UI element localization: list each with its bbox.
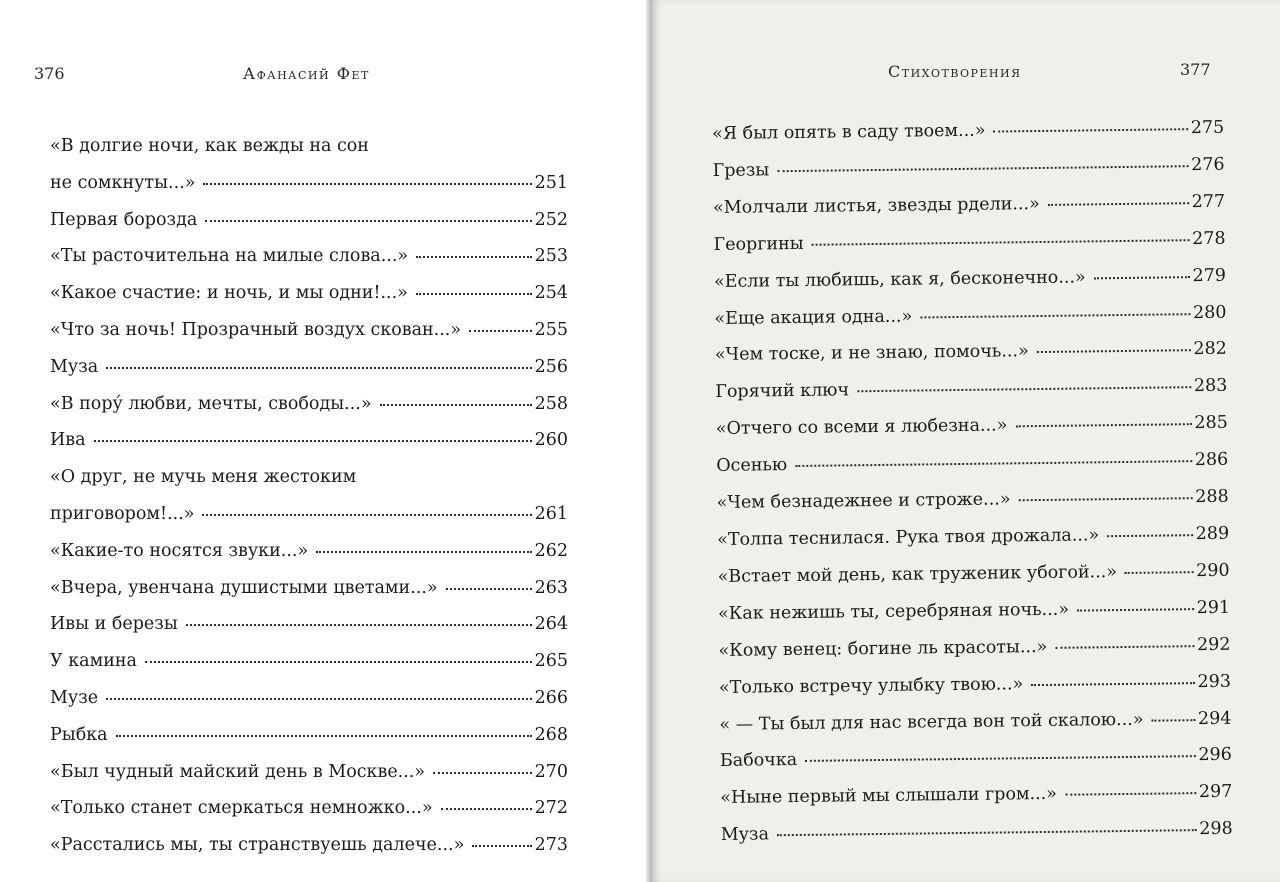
toc-entry-page: 256 (534, 356, 568, 377)
dot-leader (116, 734, 532, 737)
toc-entry (50, 533, 568, 570)
toc-entry (712, 147, 1224, 190)
toc-entry (713, 184, 1225, 227)
toc-entry (50, 606, 568, 643)
toc-entry-title: Ива (50, 430, 86, 451)
toc-entry-title: «Если ты любишь, как я, бесконечно...» (713, 267, 1086, 292)
dot-leader (433, 771, 532, 774)
dot-leader (1048, 201, 1189, 206)
toc-entry (718, 589, 1230, 632)
toc-entry-title: «Толпа теснилася. Рука твоя дрожала...» (717, 525, 1100, 550)
toc-entry-title: «Только станет смеркаться немножко...» (50, 798, 433, 819)
dot-leader (106, 366, 531, 369)
dot-leader (1037, 349, 1191, 354)
toc-entry-page: 289 (1195, 523, 1230, 545)
toc-entry-page: 288 (1195, 486, 1229, 508)
toc-entry-title: «Какое счастие: и ночь, и мы одни!...» (50, 283, 408, 304)
dot-leader (812, 238, 1189, 246)
toc-entry-page: 272 (534, 798, 568, 819)
dot-leader (205, 219, 531, 222)
dot-leader (203, 182, 531, 185)
dot-leader (1107, 533, 1193, 537)
dot-leader (186, 623, 532, 626)
right-page-number: 377 (1180, 60, 1211, 79)
dot-leader (202, 513, 531, 516)
toc-entry-title: «Чем безнадежнее и строже...» (716, 489, 1011, 514)
toc-entry (717, 516, 1229, 559)
toc-entry (50, 128, 568, 202)
toc-entry-page: 290 (1196, 560, 1230, 581)
toc-entry-title: У камина (50, 651, 137, 672)
dot-leader (472, 844, 531, 847)
toc-entry-title: «Кому венец: богине ль красоты...» (718, 636, 1048, 661)
toc-entry-title: Рыбка (50, 724, 108, 745)
dot-leader (1015, 422, 1191, 427)
dot-leader (920, 312, 1190, 318)
toc-entry-title: «Что за ночь! Прозрачный воздух скован...» (50, 319, 462, 340)
toc-entry-title: « — Ты был для нас всегда вон той скалою...» (719, 709, 1144, 735)
toc-entry-page: 255 (534, 319, 568, 340)
toc-entry-title: Горячий ключ (715, 380, 850, 403)
toc-entry-page: 294 (1197, 708, 1232, 729)
toc-entry-title: Музе (50, 687, 99, 708)
toc-entry-page: 263 (534, 577, 568, 598)
left-running-head: Афанасий Фет (243, 64, 370, 83)
toc-entry-page: 298 (1199, 818, 1233, 840)
toc-entry (50, 717, 568, 754)
toc-entry-page: 279 (1192, 265, 1227, 286)
toc-entry (50, 422, 568, 459)
toc-entry-page: 286 (1194, 449, 1229, 471)
toc-entry (716, 405, 1228, 448)
toc-entry-title: Георгины (713, 233, 804, 255)
toc-entry-page: 254 (534, 283, 568, 304)
toc-entry-title: «Был чудный майский день в Москве...» (50, 761, 426, 782)
toc-entry (50, 459, 568, 533)
toc-entry-title: Бабочка (719, 750, 798, 772)
toc-entry-page: 261 (534, 503, 568, 524)
left-toc-list (50, 128, 568, 864)
toc-entry-title: Грезы (712, 160, 770, 181)
dot-leader (777, 164, 1188, 172)
toc-entry-page: 297 (1198, 782, 1233, 803)
toc-entry-title: «Отчего со всеми я любезна...» (715, 415, 1008, 440)
toc-entry-page: 262 (534, 540, 568, 561)
toc-entry-page: 276 (1191, 154, 1225, 176)
toc-entry-page: 296 (1198, 745, 1232, 766)
toc-entry-page: 292 (1196, 634, 1231, 655)
toc-entry-title-line1: «О друг, не мучь меня жестоким (50, 467, 357, 488)
toc-entry-page: 273 (534, 835, 568, 856)
toc-entry (50, 790, 568, 827)
toc-entry-page: 251 (534, 172, 568, 193)
toc-entry-page: 264 (534, 614, 568, 635)
dot-leader (805, 755, 1195, 763)
toc-entry (50, 570, 568, 607)
toc-entry-title: Осенью (716, 455, 788, 477)
toc-entry (714, 294, 1226, 337)
toc-entry-page: 266 (534, 687, 568, 708)
dot-leader (1077, 607, 1194, 611)
toc-entry-title: «В пору́ любви, мечты, свободы...» (50, 393, 372, 414)
toc-entry (713, 220, 1225, 263)
toc-entry (712, 110, 1224, 153)
dot-leader (1018, 496, 1192, 501)
toc-entry-title: Первая борозда (50, 209, 198, 230)
dot-leader (106, 697, 531, 700)
toc-entry (720, 737, 1232, 780)
toc-entry (719, 663, 1231, 706)
toc-entry (50, 754, 568, 791)
toc-entry-title-line1: «В долгие ночи, как вежды на сон (50, 136, 369, 156)
toc-entry-page: 268 (534, 724, 568, 745)
toc-entry-page: 291 (1196, 597, 1231, 618)
toc-entry-title: «Как нежишь ты, серебряная ночь...» (717, 599, 1070, 624)
toc-entry (50, 386, 568, 423)
toc-entry-title: «Чем тоске, и не знаю, помочь...» (714, 341, 1029, 366)
right-running-head: Стихотворения (888, 62, 1022, 81)
dot-leader (416, 255, 531, 258)
dot-leader (469, 329, 532, 332)
toc-entry-page: 260 (534, 430, 568, 451)
left-page-number: 376 (34, 64, 65, 83)
toc-entry (719, 700, 1231, 743)
toc-entry (718, 626, 1230, 669)
dot-leader (94, 439, 532, 442)
right-toc-list (712, 110, 1233, 854)
toc-entry-title: «Какие-то носятся звуки...» (50, 540, 309, 561)
toc-entry (717, 553, 1229, 596)
dot-leader (1055, 644, 1194, 649)
toc-entry-page: 275 (1190, 117, 1225, 139)
toc-entry-title: «Ты расточительна на милые слова...» (50, 246, 409, 267)
toc-entry (720, 774, 1232, 817)
toc-entry-title: Муза (50, 356, 99, 377)
toc-entry-page: 293 (1197, 671, 1232, 692)
dot-leader (145, 660, 532, 663)
toc-entry-title: «Встает мой день, как труженик убогой...» (717, 561, 1118, 587)
dot-leader (857, 386, 1191, 393)
dot-leader (316, 550, 531, 553)
toc-entry (714, 257, 1226, 300)
toc-entry-page: 277 (1191, 191, 1226, 212)
dot-leader (1125, 570, 1193, 574)
toc-entry-page: 270 (534, 761, 568, 782)
toc-entry-title: Ивы и березы (50, 614, 178, 635)
toc-entry-page: 283 (1193, 376, 1228, 397)
toc-entry (50, 238, 568, 275)
toc-entry (50, 275, 568, 312)
dot-leader (993, 127, 1187, 132)
toc-entry-title: приговором!...» (50, 503, 195, 524)
dot-leader (1065, 791, 1196, 796)
dot-leader (795, 459, 1192, 467)
dot-leader (1031, 681, 1194, 686)
dot-leader (446, 587, 532, 590)
toc-entry (717, 479, 1229, 522)
toc-entry-title: «Ныне первый мы слышали гром...» (720, 784, 1058, 809)
dot-leader (1094, 275, 1190, 279)
toc-entry (50, 349, 568, 386)
toc-entry (50, 680, 568, 717)
toc-entry-page: 282 (1193, 339, 1228, 360)
toc-entry (50, 827, 568, 864)
dot-leader (441, 807, 532, 810)
toc-entry (50, 643, 568, 680)
toc-entry-page: 253 (534, 246, 568, 267)
toc-entry (50, 312, 568, 349)
dot-leader (777, 828, 1196, 836)
toc-entry-title: не сомкнуты...» (50, 172, 196, 193)
toc-entry (721, 811, 1233, 854)
dot-leader (1151, 718, 1195, 722)
toc-entry-title: «Я был опять в саду твоем...» (712, 120, 986, 144)
toc-entry (716, 442, 1228, 485)
toc-entry-page: 252 (534, 209, 568, 230)
toc-entry (50, 202, 568, 239)
toc-entry-title: «Расстались мы, ты странствуешь далече...» (50, 835, 465, 856)
toc-entry-title: Муза (720, 824, 770, 846)
dot-leader (380, 403, 532, 406)
toc-entry-title: «Молчали листья, звезды рдели...» (712, 193, 1040, 218)
toc-entry-page: 285 (1194, 412, 1228, 434)
toc-entry-title: «Только встречу улыбку твою...» (718, 673, 1024, 698)
toc-entry-title: «Вчера, увенчана душистыми цветами...» (50, 577, 438, 598)
toc-entry-page: 280 (1192, 302, 1227, 323)
toc-entry-page: 258 (534, 393, 568, 414)
toc-entry-title: «Еще акация одна...» (714, 306, 913, 329)
toc-entry (715, 331, 1227, 374)
toc-entry-page: 265 (534, 651, 568, 672)
toc-entry-page: 278 (1192, 228, 1226, 249)
dot-leader (416, 292, 532, 295)
toc-entry (715, 368, 1227, 411)
